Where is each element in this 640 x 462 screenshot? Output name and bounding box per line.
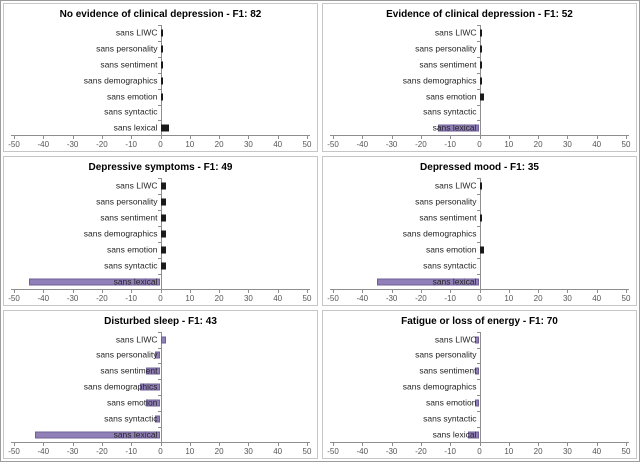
bar-row	[333, 332, 626, 348]
plot-area	[333, 178, 626, 289]
bar-row	[14, 57, 307, 73]
chart-panel	[3, 3, 318, 152]
category-label: sans emotion	[425, 244, 477, 255]
value-axis-tick	[597, 135, 598, 139]
bar-row	[333, 25, 626, 41]
chart-panel	[3, 310, 318, 459]
value-axis-tick-label: 40	[273, 293, 283, 303]
value-axis-tick	[480, 289, 481, 293]
category-label: sans LIWC	[115, 180, 158, 191]
value-axis-tick	[190, 442, 191, 446]
bar-row	[333, 258, 626, 274]
value-axis-tick	[362, 442, 363, 446]
value-axis-tick-label: 0	[158, 293, 163, 303]
value-axis-tick	[190, 289, 191, 293]
value-axis-tick-label: -50	[8, 446, 20, 456]
bar	[161, 336, 167, 343]
value-axis-tick-label: -20	[96, 140, 108, 150]
x-axis-labels	[8, 290, 312, 304]
value-axis-tick-label: 30	[243, 140, 253, 150]
value-axis-tick-label: 50	[302, 293, 312, 303]
value-axis-tick-label: 10	[185, 446, 195, 456]
category-label: sans personality	[415, 196, 477, 207]
value-axis-tick-label: -40	[37, 293, 50, 303]
value-axis-tick	[219, 289, 220, 293]
value-axis-tick-label: -50	[8, 293, 20, 303]
bar-row	[333, 379, 626, 395]
value-axis-tick	[102, 442, 103, 446]
bar	[161, 230, 167, 237]
chart-title: Depressive symptoms - F1: 49	[88, 162, 233, 174]
value-axis-tick	[538, 442, 539, 446]
value-axis-tick-label: 20	[533, 446, 543, 456]
value-axis-tick-label: -40	[37, 140, 50, 150]
chart-panel	[3, 156, 318, 305]
value-axis-tick	[626, 442, 627, 446]
value-axis-tick-label: 0	[477, 293, 482, 303]
value-axis-tick-label: 50	[621, 446, 631, 456]
value-axis-tick-label: 30	[562, 140, 572, 150]
bar-row	[333, 395, 626, 411]
value-axis-tick	[307, 135, 308, 139]
bar-row	[14, 120, 307, 136]
bar-row	[14, 395, 307, 411]
bar-row	[333, 274, 626, 290]
value-axis-tick-label: 30	[562, 446, 572, 456]
category-label: sans demographics	[83, 75, 158, 86]
bar-row	[333, 73, 626, 89]
category-label: sans emotion	[425, 397, 477, 408]
value-axis-tick-label: 40	[592, 293, 602, 303]
category-label: sans syntactic	[104, 260, 158, 271]
value-axis-tick	[102, 135, 103, 139]
value-axis-tick-label: 0	[477, 140, 482, 150]
x-axis-labels	[327, 443, 631, 457]
value-axis-tick-label: 50	[302, 446, 312, 456]
chart-panel	[322, 3, 637, 152]
bar	[480, 183, 483, 190]
bar	[161, 246, 167, 253]
category-label: sans sentiment	[100, 365, 158, 376]
value-axis-tick-label: -50	[8, 140, 20, 150]
bar-row	[333, 411, 626, 427]
category-label: sans syntactic	[423, 413, 477, 424]
plot-area	[14, 25, 307, 136]
value-axis-tick-label: 30	[562, 293, 572, 303]
bar	[161, 93, 164, 100]
category-label: sans LIWC	[434, 27, 477, 38]
category-label: sans personality	[96, 196, 158, 207]
bar-row	[14, 194, 307, 210]
value-axis-tick-label: 20	[214, 446, 224, 456]
bar-row	[333, 89, 626, 105]
value-axis-tick-label: -20	[415, 140, 427, 150]
category-label: sans demographics	[83, 381, 158, 392]
bar-row	[14, 363, 307, 379]
value-axis-tick-label: 50	[302, 140, 312, 150]
value-axis-tick	[161, 442, 162, 446]
category-label: sans sentiment	[100, 212, 158, 223]
value-axis-tick-label: -20	[415, 446, 427, 456]
category-label: sans emotion	[425, 91, 477, 102]
value-axis-tick	[392, 289, 393, 293]
value-axis-tick-label: 40	[592, 140, 602, 150]
value-axis-tick	[219, 442, 220, 446]
bar	[161, 125, 170, 132]
category-label: sans syntactic	[104, 106, 158, 117]
bar-row	[333, 242, 626, 258]
category-label: sans sentiment	[419, 59, 477, 70]
value-axis-tick	[362, 289, 363, 293]
bar-row	[14, 348, 307, 364]
category-label: sans lexical	[113, 429, 158, 440]
value-axis-tick-label: -30	[385, 446, 398, 456]
bar-row	[14, 178, 307, 194]
value-axis-tick-label: 20	[214, 140, 224, 150]
category-label: sans lexical	[432, 429, 477, 440]
value-axis-tick	[131, 289, 132, 293]
bar-row	[14, 332, 307, 348]
plot-area	[333, 332, 626, 443]
value-axis-tick	[248, 135, 249, 139]
category-label: sans lexical	[432, 122, 477, 133]
value-axis-tick	[219, 135, 220, 139]
value-axis-tick	[102, 289, 103, 293]
bar-row	[333, 194, 626, 210]
value-axis-tick-label: 20	[214, 293, 224, 303]
value-axis-tick-label: 20	[533, 293, 543, 303]
category-label: sans demographics	[402, 381, 477, 392]
chart-title: Disturbed sleep - F1: 43	[104, 315, 217, 327]
value-axis-tick	[307, 289, 308, 293]
value-axis-tick-label: 10	[504, 446, 514, 456]
value-axis-tick-label: -40	[356, 293, 369, 303]
category-label: sans lexical	[113, 122, 158, 133]
bar-row	[14, 25, 307, 41]
bar-row	[333, 427, 626, 443]
chart-title: Evidence of clinical depression - F1: 52	[386, 9, 573, 20]
category-label: sans personality	[415, 349, 477, 360]
value-axis-tick-label: 30	[243, 293, 253, 303]
bar	[480, 215, 483, 222]
value-axis-tick-label: 0	[158, 140, 163, 150]
value-axis-tick	[161, 135, 162, 139]
chart-panel	[322, 156, 637, 305]
bar-row	[14, 258, 307, 274]
value-axis-tick	[421, 289, 422, 293]
chart-title: Depressed mood - F1: 35	[420, 162, 539, 174]
category-label: sans LIWC	[115, 334, 158, 345]
value-axis-tick	[43, 135, 44, 139]
category-label: sans personality	[96, 349, 158, 360]
value-axis-tick-label: 50	[621, 140, 631, 150]
value-axis-tick-label: -30	[385, 140, 398, 150]
value-axis-tick-label: 20	[533, 140, 543, 150]
chart-panel	[322, 310, 637, 459]
bar-row	[14, 73, 307, 89]
bar-row	[333, 210, 626, 226]
bar	[161, 199, 167, 206]
value-axis-tick	[14, 289, 15, 293]
value-axis-tick	[333, 135, 334, 139]
bar	[161, 61, 164, 68]
value-axis-tick-label: -50	[327, 140, 339, 150]
value-axis-tick-label: 10	[185, 293, 195, 303]
category-label: sans personality	[96, 43, 158, 54]
value-axis-tick	[333, 289, 334, 293]
bar-row	[333, 226, 626, 242]
value-axis-tick	[43, 289, 44, 293]
value-axis-tick	[278, 289, 279, 293]
bar-row	[14, 41, 307, 57]
x-axis-labels	[327, 290, 631, 304]
value-axis-tick-label: -50	[327, 293, 339, 303]
value-axis-tick	[73, 135, 74, 139]
bar-row	[333, 57, 626, 73]
value-axis-tick	[392, 442, 393, 446]
category-label: sans LIWC	[434, 180, 477, 191]
value-axis-tick-label: -10	[125, 446, 137, 456]
value-axis-tick	[278, 135, 279, 139]
value-axis-tick-label: -30	[385, 293, 398, 303]
bar	[480, 61, 483, 68]
value-axis-tick-label: -10	[125, 293, 137, 303]
plot-area	[333, 25, 626, 136]
value-axis-tick	[480, 442, 481, 446]
value-axis-tick	[597, 442, 598, 446]
bar-row	[14, 411, 307, 427]
value-axis-tick	[480, 135, 481, 139]
category-label: sans sentiment	[100, 59, 158, 70]
value-axis-tick	[131, 442, 132, 446]
value-axis-tick	[14, 442, 15, 446]
value-axis-tick-label: -20	[415, 293, 427, 303]
bar	[161, 45, 164, 52]
category-label: sans demographics	[83, 228, 158, 239]
value-axis-tick	[421, 135, 422, 139]
value-axis-tick-label: -50	[327, 446, 339, 456]
category-label: sans LIWC	[115, 27, 158, 38]
bar-row	[14, 105, 307, 121]
bar-row	[333, 178, 626, 194]
bar	[480, 93, 484, 100]
value-axis-tick-label: -30	[66, 293, 79, 303]
bar	[480, 246, 484, 253]
bar-row	[14, 427, 307, 443]
x-axis-labels	[8, 136, 312, 150]
value-axis-tick	[278, 442, 279, 446]
plot-area	[14, 178, 307, 289]
chart-title: No evidence of clinical depression - F1: 82	[59, 9, 262, 20]
value-axis-tick-label: -40	[37, 446, 50, 456]
value-axis-tick-label: 0	[158, 446, 163, 456]
value-axis-tick	[333, 442, 334, 446]
value-axis-tick-label: -30	[66, 446, 79, 456]
bar-row	[14, 274, 307, 290]
value-axis-tick	[567, 442, 568, 446]
value-axis-tick	[509, 135, 510, 139]
value-axis-tick	[248, 289, 249, 293]
category-label: sans syntactic	[423, 260, 477, 271]
value-axis-tick-label: 10	[504, 140, 514, 150]
value-axis-tick-label: -10	[125, 140, 137, 150]
category-label: sans lexical	[432, 276, 477, 287]
bar-row	[333, 363, 626, 379]
category-label: sans emotion	[106, 244, 158, 255]
value-axis-tick-label: 30	[243, 446, 253, 456]
value-axis-tick	[450, 289, 451, 293]
value-axis-tick-label: 10	[504, 293, 514, 303]
category-label: sans syntactic	[104, 413, 158, 424]
value-axis-tick-label: 0	[477, 446, 482, 456]
value-axis-tick	[538, 289, 539, 293]
value-axis-tick	[43, 442, 44, 446]
value-axis-tick	[626, 135, 627, 139]
value-axis-tick-label: 10	[185, 140, 195, 150]
value-axis-tick	[392, 135, 393, 139]
bar	[161, 215, 167, 222]
value-axis-tick-label: -10	[444, 140, 456, 150]
value-axis-tick	[450, 442, 451, 446]
category-label: sans demographics	[402, 75, 477, 86]
x-axis-labels	[8, 443, 312, 457]
value-axis-tick-label: 50	[621, 293, 631, 303]
category-label: sans syntactic	[423, 106, 477, 117]
value-axis-tick	[161, 289, 162, 293]
bar-row	[333, 105, 626, 121]
bar-row	[14, 210, 307, 226]
category-label: sans demographics	[402, 228, 477, 239]
bar-row	[14, 89, 307, 105]
value-axis-tick	[567, 135, 568, 139]
value-axis-tick	[509, 442, 510, 446]
value-axis-tick	[626, 289, 627, 293]
value-axis-tick	[73, 289, 74, 293]
bar-row	[333, 120, 626, 136]
value-axis-tick-label: 40	[592, 446, 602, 456]
category-label: sans emotion	[106, 91, 158, 102]
category-label: sans sentiment	[419, 365, 477, 376]
value-axis-tick	[14, 135, 15, 139]
plot-area	[14, 332, 307, 443]
value-axis-tick-label: -30	[66, 140, 79, 150]
bar	[480, 29, 483, 36]
chart-title: Fatigue or loss of energy - F1: 70	[401, 315, 558, 327]
category-label: sans emotion	[106, 397, 158, 408]
bar-row	[14, 379, 307, 395]
bar	[161, 183, 167, 190]
bar-row	[14, 242, 307, 258]
value-axis-tick	[421, 442, 422, 446]
value-axis-tick-label: 40	[273, 446, 283, 456]
value-axis-tick	[190, 135, 191, 139]
bar	[161, 77, 164, 84]
value-axis-tick	[450, 135, 451, 139]
bar	[480, 45, 483, 52]
value-axis-tick	[131, 135, 132, 139]
value-axis-tick-label: -40	[356, 140, 369, 150]
category-label: sans LIWC	[434, 334, 477, 345]
bar	[480, 77, 483, 84]
x-axis-labels	[327, 136, 631, 150]
value-axis-tick	[307, 442, 308, 446]
bar-row	[14, 226, 307, 242]
value-axis-tick	[362, 135, 363, 139]
value-axis-tick-label: -10	[444, 446, 456, 456]
value-axis-tick-label: -10	[444, 293, 456, 303]
category-label: sans personality	[415, 43, 477, 54]
category-label: sans lexical	[113, 276, 158, 287]
value-axis-tick	[597, 289, 598, 293]
value-axis-tick	[538, 135, 539, 139]
category-label: sans sentiment	[419, 212, 477, 223]
bar-row	[333, 41, 626, 57]
value-axis-tick-label: -40	[356, 446, 369, 456]
value-axis-tick-label: 40	[273, 140, 283, 150]
value-axis-tick	[567, 289, 568, 293]
bar-row	[333, 348, 626, 364]
value-axis-tick	[248, 442, 249, 446]
value-axis-tick	[73, 442, 74, 446]
value-axis-tick	[509, 289, 510, 293]
bar	[161, 29, 164, 36]
value-axis-tick-label: -20	[96, 446, 108, 456]
bar	[161, 262, 167, 269]
value-axis-tick-label: -20	[96, 293, 108, 303]
